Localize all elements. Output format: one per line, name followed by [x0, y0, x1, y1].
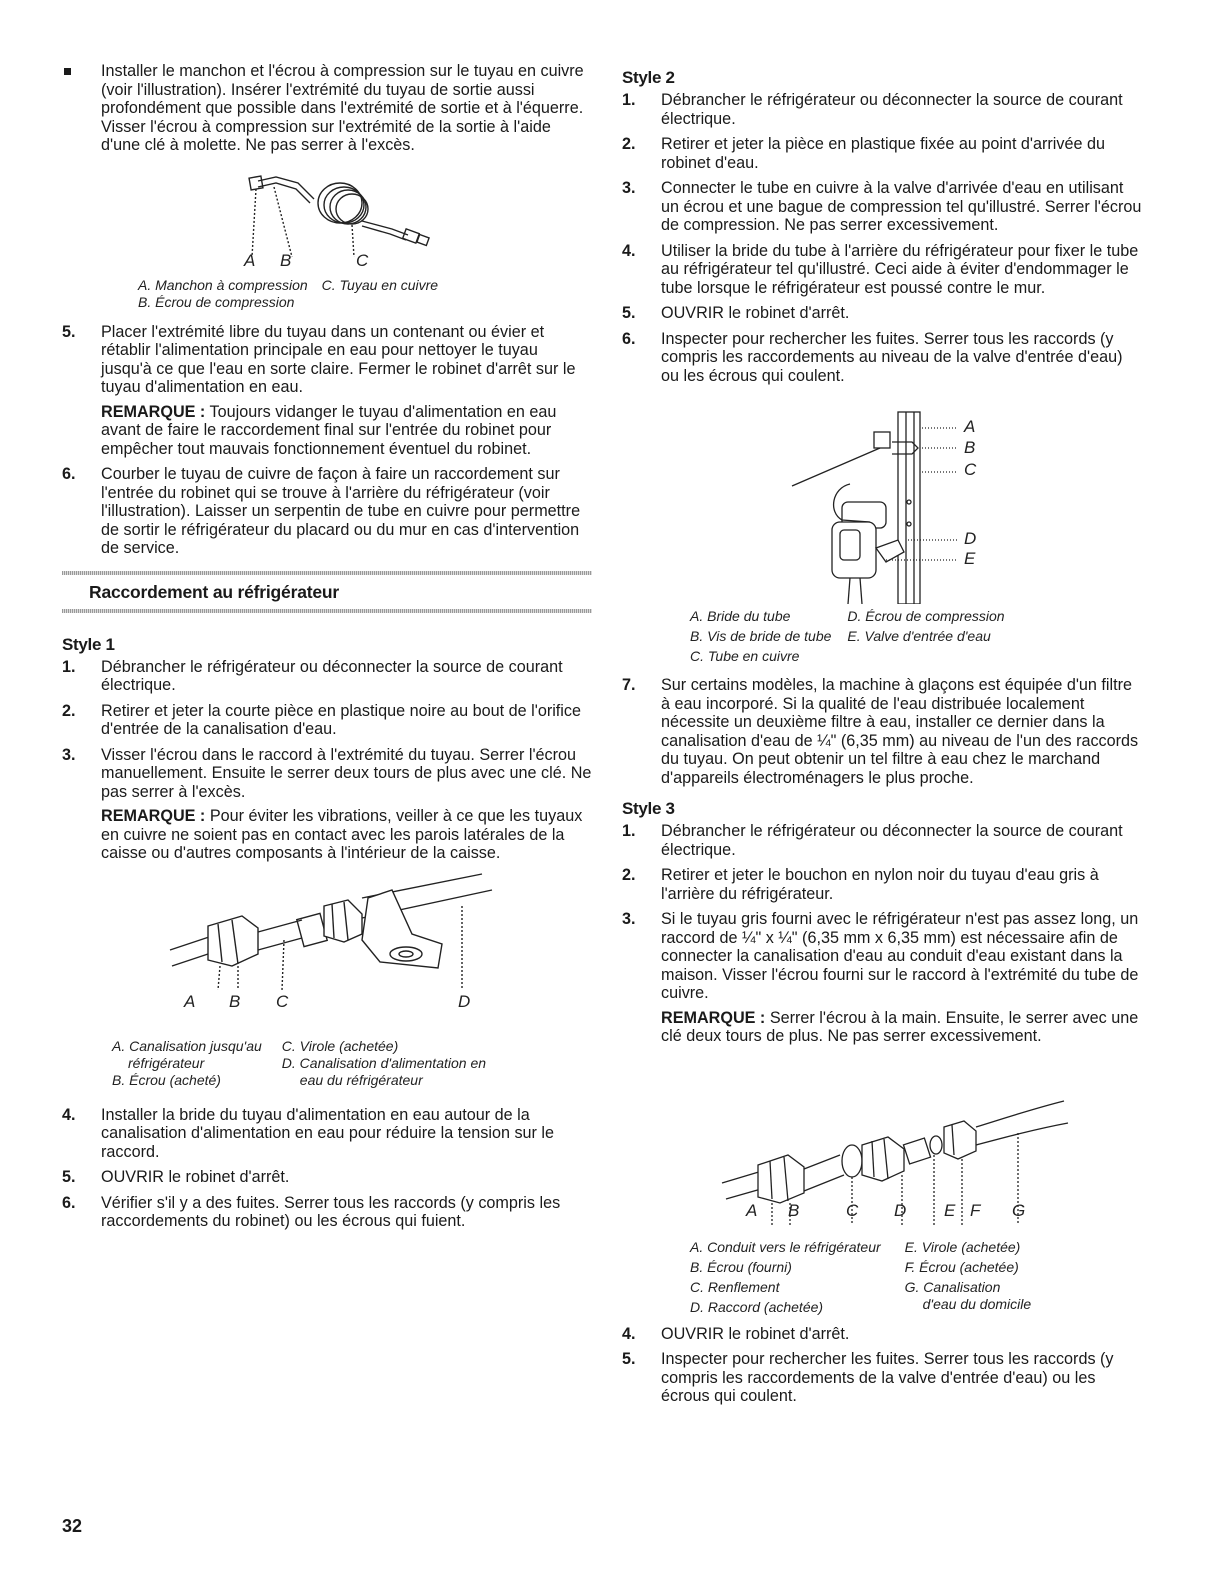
- style3-fitting-illustration: [622, 1053, 1144, 1225]
- left-column: [62, 62, 592, 1238]
- fig1-letter-c: C: [356, 250, 369, 270]
- section-rule-bottom: [62, 609, 592, 613]
- fig2-caption: A. Canalisation jusqu'au réfrigérateur B. Écrou (acheté) C. Virole (achetée) D. Canalisation d'alimentation en eau du réfrigérateur: [112, 1037, 487, 1088]
- fig3-letter-c: C: [964, 460, 977, 479]
- style1-steps: [62, 658, 592, 863]
- style1-steps-b: [62, 1106, 592, 1231]
- fig3-letter-d: D: [964, 529, 977, 548]
- fig4-letter-g: G: [1012, 1200, 1026, 1220]
- bullet-square-icon: [64, 68, 71, 75]
- step-item: 6. Vérifier s'il y a des fuites. Serrer tous les raccords (y compris les raccordements du robinet) ou les écrous qui fuient.: [62, 1193, 561, 1230]
- step-item: 2. Retirer et jeter le bouchon en nylon noir du tuyau d'eau gris à l'arrière du réfrigérateur.: [622, 866, 1099, 903]
- steps-list-a: [62, 323, 592, 558]
- style2-valve-illustration: [622, 392, 1144, 604]
- section-rule-top: [62, 571, 592, 575]
- section-header: [62, 565, 592, 621]
- step-item: 4. Installer la bride du tuyau d'alimentation en eau autour de la canalisation d'alimentation en eau pour réduire la tension sur le raccord.: [62, 1105, 555, 1161]
- step-item: 7. Sur certains modèles, la machine à glaçons est équipée d'un filtre à eau incorporé. Si la qualité de l'eau distribuée localement nécessite un deuxième filtre à eau, installer ce dernier dans la canalisation d'eau de ¼" (6,35 mm) au niveau de l'un des raccords du tuyau. On peut obtenir un tel filtre à eau chez le marchand d'appareils électroménagers le plus proche.: [622, 676, 1139, 787]
- style2-title: Style 2: [622, 68, 675, 87]
- fig2-letter-b: B: [229, 991, 241, 1011]
- style1-title: Style 1: [62, 634, 115, 654]
- step-item: 5. OUVRIR le robinet d'arrêt.: [622, 304, 850, 322]
- step-item: 3. Si le tuyau gris fourni avec le réfrigérateur n'est pas assez long, un raccord de ¼" x ¼" (6,35 mm x 6,35 mm) est nécessaire afin de connecter la canalisation d'eau au conduit d'eau existant dans la maison. Visser l'écrou fourni sur le raccord à l'extrémité du tube de cuivre. REMARQUE : Serrer l'écrou à la main. Ensuite, le serrer avec une clé deux tours de plus. Ne pas serrer excessivement.: [622, 910, 1139, 1045]
- step-item: 1. Débrancher le réfrigérateur ou déconnecter la source de courant électrique.: [622, 822, 1123, 859]
- step-item: 1. Débrancher le réfrigérateur ou déconnecter la source de courant électrique.: [62, 657, 563, 694]
- step-item: 4. Utiliser la bride du tube à l'arrière du réfrigérateur pour fixer le tube au réfrigérateur tel qu'illustré. Ceci aide à éviter d'endommager le tube lorsque le réfrigérateur est poussé contre le mur.: [622, 241, 1139, 297]
- fig4-letter-e: E: [944, 1200, 956, 1220]
- fig2-letter-d: D: [458, 991, 471, 1011]
- step-item: 2. Retirer et jeter la courte pièce en plastique noire au bout de l'orifice d'entrée de la canalisation d'eau.: [62, 701, 581, 738]
- style2-steps: [622, 91, 1144, 385]
- fig3-letter-b: B: [964, 438, 976, 457]
- bullet-item: Installer le manchon et l'écrou à compression sur le tuyau en cuivre (voir l'illustration). Insérer l'extrémité du tuyau de sortie aussi profondément que possible dans l'extrémité de sortie et à l'équerre. Visser l'écrou à compression sur l'extrémité de la sortie à l'aide d'une clé à molette. Ne pas serrer à l'excès.: [62, 62, 592, 155]
- fig1-letter-a: A: [244, 250, 256, 270]
- fig3-caption: A. Bride du tube B. Vis de bride de tube C. Tube en cuivre D. Écrou de compression E. Valve d'entrée d'eau: [690, 608, 1005, 664]
- fig3-letter-a: A: [964, 417, 976, 436]
- fig2-letter-c: C: [276, 991, 289, 1011]
- step-item: 1. Débrancher le réfrigérateur ou déconnecter la source de courant électrique.: [622, 91, 1123, 128]
- fig4-letter-d: D: [894, 1200, 907, 1220]
- fig4-letter-c: C: [846, 1200, 859, 1220]
- step-item: 3. Connecter le tube en cuivre à la valve d'arrivée d'eau en utilisant un écrou et une bague de compression tel qu'illustré. Serrer l'écrou de compression. Ne pas serrer excessivement.: [622, 179, 1142, 234]
- style2-steps-b: [622, 676, 1144, 787]
- fig1-caption: A. Manchon à compression B. Écrou de compression C. Tuyau en cuivre: [138, 276, 439, 310]
- step-item: 3. Visser l'écrou dans le raccord à l'extrémité du tuyau. Serrer l'écrou manuellement. Ensuite le serrer deux tours de plus avec une clé. Ne pas serrer à l'excès. REMARQUE : Pour éviter les vibrations, veiller à ce que les tuyaux en cuivre ne soient pas en contact avec les parois latérales de la caisse ou d'autres composants à l'intérieur de la caisse.: [62, 745, 592, 862]
- page-number: 32: [62, 1516, 83, 1536]
- step-item: 4. OUVRIR le robinet d'arrêt.: [622, 1324, 850, 1343]
- fig3-letter-e: E: [964, 549, 976, 568]
- fig4-caption: A. Conduit vers le réfrigérateur B. Écrou (fourni) C. Renflement D. Raccord (achetée) E. Virole (achetée) F. Écrou (achetée) G. Canalisation d'eau du domicile: [690, 1238, 1032, 1315]
- figure-copper-tube: [62, 159, 592, 309]
- step-item: 5. Placer l'extrémité libre du tuyau dans un contenant ou évier et rétablir l'alimentation principale en eau pour nettoyer le tuyau jusqu'à ce que l'eau en sorte claire. Fermer le robinet d'arrêt sur le tuyau d'alimentation en eau. REMARQUE : Toujours vidanger le tuyau d'alimentation en eau avant de faire le raccordement final sur l'entrée du robinet pour empêcher tout mauvais fonctionnement éventuel du robinet.: [62, 322, 576, 458]
- step-item: 6. Inspecter pour rechercher les fuites. Serrer tous les raccords (y compris les raccordements au niveau de la valve d'entrée d'eau) ou les écrous qui coulent.: [622, 329, 1123, 385]
- section-title: Raccordement au réfrigérateur: [89, 581, 339, 602]
- style3-steps-b: [622, 1325, 1144, 1406]
- step-item: 5. Inspecter pour rechercher les fuites. Serrer tous les raccords (y compris les raccordements de la valve d'entrée d'eau) ou les écrous qui coulent.: [622, 1350, 1114, 1405]
- figure-style2-valve: [622, 392, 1144, 670]
- style3-title: Style 3: [622, 799, 675, 818]
- figure-style1-connection: [62, 870, 592, 1100]
- fig1-letter-b: B: [280, 250, 292, 270]
- fig4-letter-a: A: [746, 1200, 758, 1220]
- step-item: 2. Retirer et jeter la pièce en plastique fixée au point d'arrivée du robinet d'eau.: [622, 135, 1106, 172]
- figure-style3-fitting: [622, 1053, 1144, 1325]
- style3-steps: [622, 822, 1144, 1046]
- step-item: 5. OUVRIR le robinet d'arrêt.: [62, 1168, 290, 1186]
- step-item: 6. Courber le tuyau de cuivre de façon à faire un raccordement sur l'entrée du robinet qui se trouve à l'arrière du réfrigérateur (voir l'illustration). Laisser un serpentin de tube en cuivre pour permettre de sortir le réfrigérateur du placard ou du mur en cas d'intervention de service.: [62, 465, 581, 557]
- right-column: [622, 68, 1144, 1413]
- copper-tube-illustration: [62, 159, 592, 271]
- style1-connection-illustration: [62, 870, 592, 1018]
- fig4-letter-b: B: [788, 1200, 800, 1220]
- fig4-letter-f: F: [970, 1200, 981, 1220]
- fig2-letter-a: A: [184, 991, 196, 1011]
